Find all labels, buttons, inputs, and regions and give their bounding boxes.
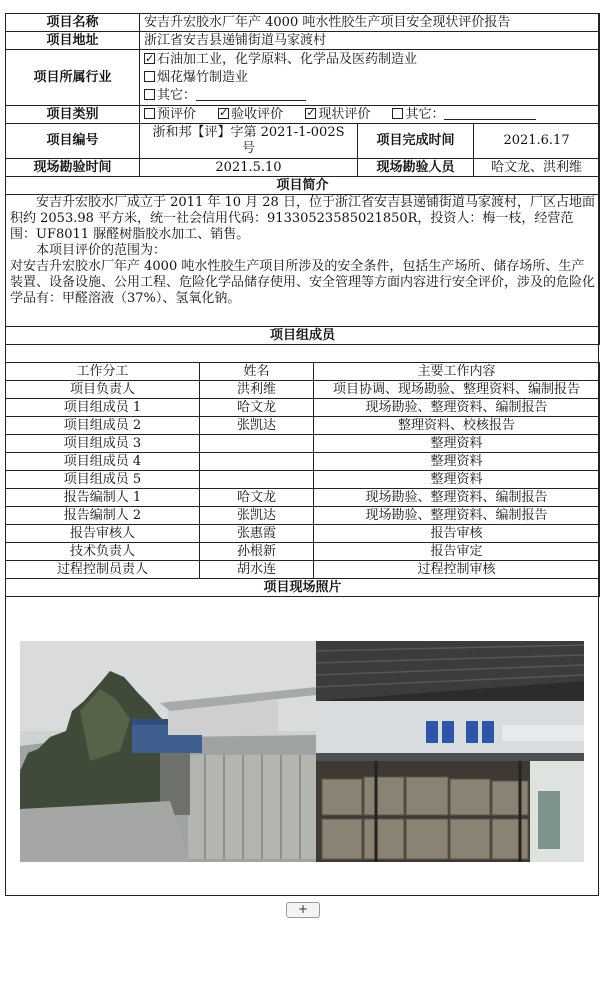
header-name: 姓名 xyxy=(200,363,314,381)
member-role: 项目组成员 3 xyxy=(6,435,200,453)
expand-button[interactable]: + xyxy=(286,902,320,918)
member-row xyxy=(6,399,600,417)
industry-option-3[interactable] xyxy=(144,87,595,105)
members-table xyxy=(5,362,600,597)
category-option-1[interactable] xyxy=(144,107,196,123)
member-role: 项目负责人 xyxy=(6,381,200,399)
members-header-row xyxy=(6,363,600,381)
section-title-intro: 项目简介 xyxy=(6,177,600,195)
checkbox-icon[interactable] xyxy=(144,108,155,119)
industry-option-label: 其它： xyxy=(157,87,197,103)
industry-option-2[interactable] xyxy=(144,69,595,87)
row-photos-title xyxy=(6,579,600,597)
category-option-label: 现状评价 xyxy=(318,106,371,122)
member-row xyxy=(6,507,600,525)
member-name: 孙根新 xyxy=(200,543,314,561)
section-title-photos: 项目现场照片 xyxy=(6,579,600,597)
row-project-address xyxy=(6,32,600,50)
member-role: 项目组成员 2 xyxy=(6,417,200,435)
value-project-name: 安吉升宏胶水厂年产 4000 吨水性胶生产项目安全现状评价报告 xyxy=(140,14,600,32)
member-role: 报告编制人 1 xyxy=(6,489,200,507)
member-name: 哈文龙 xyxy=(200,489,314,507)
checkbox-icon[interactable] xyxy=(144,71,155,82)
checkbox-icon[interactable] xyxy=(144,89,155,100)
member-work: 整理资料 xyxy=(314,453,600,471)
member-work: 现场勘验、整理资料、编制报告 xyxy=(314,399,600,417)
member-name: 胡水连 xyxy=(200,561,314,579)
intro-paragraph-1: 安吉升宏胶水厂成立于 2011 年 10 月 28 日，位于浙江省安吉县递铺街道马家渡村，厂区占地面积约 2053.98 平方米，统一社会信用代码：91330523585021850R，投资人：梅一枝，经营范围：UF8011 脲醛树脂胶水加工、销售。 xyxy=(10,195,595,242)
category-option-label: 其它： xyxy=(405,106,445,122)
category-option-4[interactable] xyxy=(392,107,536,123)
member-work: 整理资料 xyxy=(314,435,600,453)
member-role: 报告审核人 xyxy=(6,525,200,543)
site-photo-exterior xyxy=(20,641,316,862)
member-name: 张凯达 xyxy=(200,507,314,525)
member-work: 整理资料 xyxy=(314,471,600,489)
member-name: 哈文龙 xyxy=(200,399,314,417)
industry-option-label: 石油加工业，化学原料、化学品及医药制造业 xyxy=(157,51,418,67)
blank-line xyxy=(444,107,536,120)
warehouse-photo-image xyxy=(316,641,584,862)
label-industry: 项目所属行业 xyxy=(6,50,140,106)
intro-paragraph-3: 对安吉升宏胶水厂年产 4000 吨水性胶生产项目所涉及的安全条件，包括生产场所、储存场所、生产装置、设备设施、公用工程、危险化学品储存使用、安全管理等方面内容进行安全评价，涉及的危险化学品有：甲醛溶液（37%）、氢氧化钠。 xyxy=(10,259,596,306)
value-finish-time: 2021.6.17 xyxy=(474,124,600,159)
site-photo-warehouse xyxy=(316,641,584,862)
value-survey-time: 2021.5.10 xyxy=(140,159,358,177)
row-number xyxy=(6,124,600,159)
row-industry xyxy=(6,50,600,106)
member-row xyxy=(6,453,600,471)
label-number: 项目编号 xyxy=(6,124,140,159)
member-name: 张惠霞 xyxy=(200,525,314,543)
member-name: 张凯达 xyxy=(200,417,314,435)
industry-option-1[interactable] xyxy=(144,51,595,69)
member-role: 报告编制人 2 xyxy=(6,507,200,525)
member-row xyxy=(6,543,600,561)
header-work: 主要工作内容 xyxy=(314,363,600,381)
category-option-2[interactable] xyxy=(218,107,283,123)
row-survey xyxy=(6,159,600,177)
member-work: 过程控制审核 xyxy=(314,561,600,579)
checkbox-checked-icon[interactable] xyxy=(305,108,316,119)
site-photos xyxy=(20,641,584,862)
header-role: 工作分工 xyxy=(6,363,200,381)
member-role: 技术负责人 xyxy=(6,543,200,561)
member-role: 项目组成员 5 xyxy=(6,471,200,489)
label-finish-time: 项目完成时间 xyxy=(358,124,474,159)
member-role: 项目组成员 1 xyxy=(6,399,200,417)
intro-body xyxy=(6,195,600,327)
member-name xyxy=(200,471,314,489)
member-name xyxy=(200,453,314,471)
industry-options xyxy=(140,50,600,106)
label-project-address: 项目地址 xyxy=(6,32,140,50)
category-option-label: 预评价 xyxy=(157,106,197,122)
row-project-name xyxy=(6,14,600,32)
member-row xyxy=(6,435,600,453)
member-row xyxy=(6,381,600,399)
label-category: 项目类别 xyxy=(6,106,140,124)
member-work: 现场勘验、整理资料、编制报告 xyxy=(314,489,600,507)
member-row xyxy=(6,471,600,489)
member-work: 整理资料、校核报告 xyxy=(314,417,600,435)
member-work: 项目协调、现场勘验、整理资料、编制报告 xyxy=(314,381,600,399)
checkbox-icon[interactable] xyxy=(218,108,229,119)
industry-option-label: 烟花爆竹制造业 xyxy=(157,69,249,85)
category-option-label: 验收评价 xyxy=(231,106,284,122)
member-work: 报告审定 xyxy=(314,543,600,561)
member-row xyxy=(6,561,600,579)
member-work: 报告审核 xyxy=(314,525,600,543)
row-category xyxy=(6,106,600,124)
category-option-3[interactable] xyxy=(305,107,370,123)
member-row xyxy=(6,489,600,507)
label-project-name: 项目名称 xyxy=(6,14,140,32)
checkbox-checked-icon[interactable] xyxy=(144,53,155,64)
member-role: 过程控制员责人 xyxy=(6,561,200,579)
category-options xyxy=(140,106,600,124)
row-intro-body xyxy=(6,195,600,327)
label-survey-staff: 现场勘验人员 xyxy=(358,159,474,177)
member-role: 项目组成员 4 xyxy=(6,453,200,471)
row-members-title xyxy=(6,327,600,345)
member-row xyxy=(6,525,600,543)
checkbox-icon[interactable] xyxy=(392,108,403,119)
section-title-members: 项目组成员 xyxy=(6,327,600,345)
value-survey-staff: 哈文龙、洪利维 xyxy=(474,159,600,177)
member-name: 洪利维 xyxy=(200,381,314,399)
value-project-address: 浙江省安吉县递铺街道马家渡村 xyxy=(140,32,600,50)
member-row xyxy=(6,417,600,435)
intro-paragraph-2: 本项目评价的范围为： xyxy=(36,243,167,258)
project-info-table xyxy=(5,13,600,345)
label-survey-time: 现场勘验时间 xyxy=(6,159,140,177)
member-work: 现场勘验、整理资料、编制报告 xyxy=(314,507,600,525)
member-name xyxy=(200,435,314,453)
blank-line xyxy=(196,88,306,101)
exterior-photo-image xyxy=(20,641,316,862)
value-number: 浙和邦【评】字第 2021-1-002S 号 xyxy=(140,124,358,159)
row-intro-title xyxy=(6,177,600,195)
